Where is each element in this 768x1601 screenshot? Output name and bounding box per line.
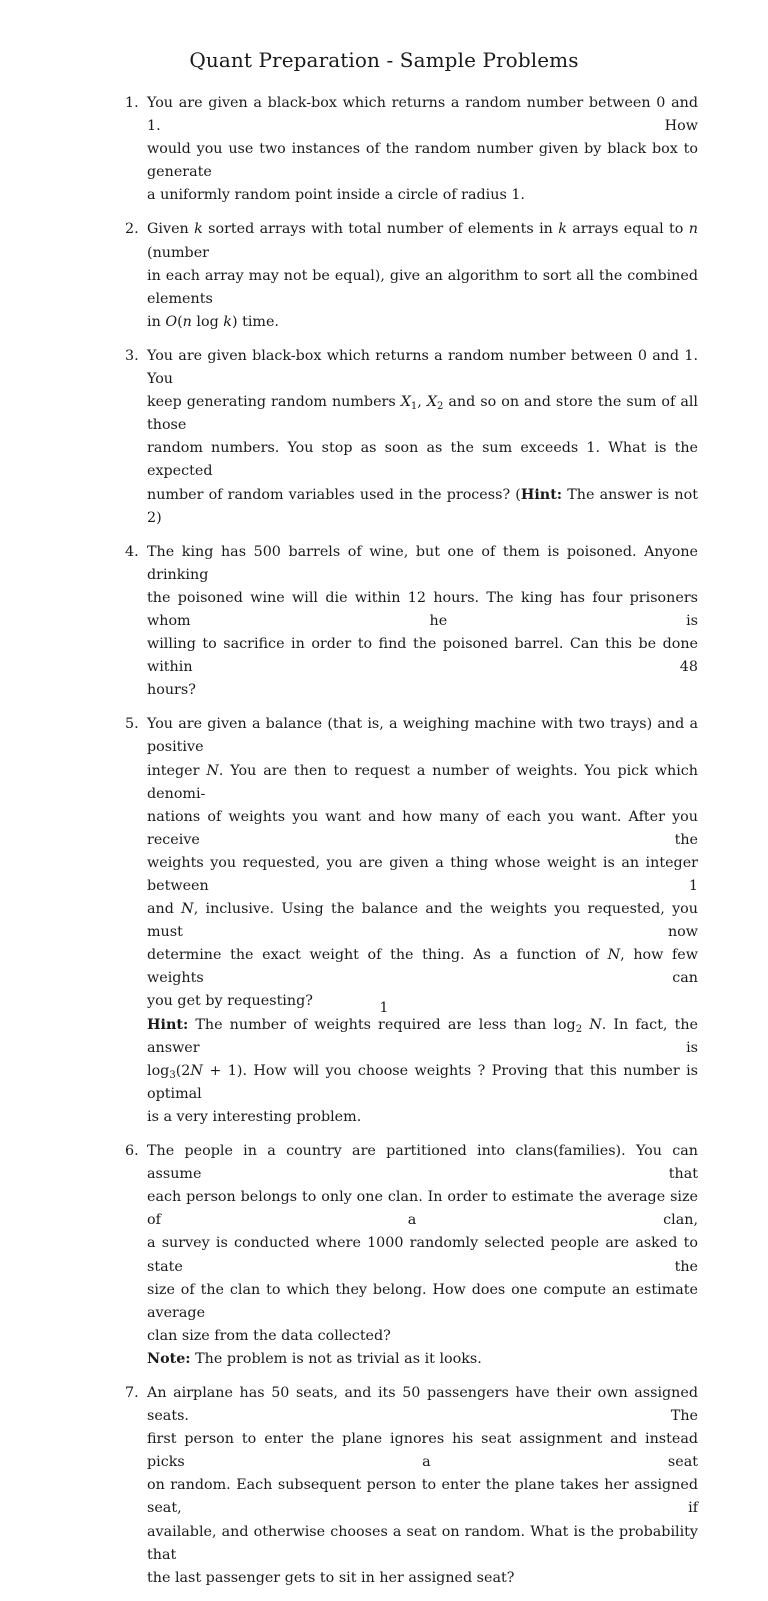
problem-text-line: keep generating random numbers $X_1$, $X_2$ and so on and store the sum of all those (147, 394, 698, 434)
problem-number: 2. (125, 221, 139, 238)
problem-text-line: The king has 500 barrels of wine, but one of them is poisoned. Anyone drinking (147, 543, 698, 583)
problem-text-line: in O(n log k) time. (147, 313, 279, 330)
problem-text-line: size of the clan to which they belong. How does one compute an estimate average (147, 1281, 698, 1321)
problem-text-line: hours? (147, 682, 196, 699)
problem-number: 7. (125, 1384, 139, 1401)
problem-item (118, 1140, 698, 1371)
problem-text-line: determine the exact weight of the thing. As a function of N, how few weights can (147, 947, 698, 987)
page-title: Quant Preparation - Sample Problems (189, 48, 579, 72)
problem-number: 6. (125, 1143, 139, 1160)
problem-item (118, 541, 698, 703)
problem-text-line: first person to enter the plane ignores his seat assignment and instead picks a seat (147, 1431, 698, 1471)
problem-text-line: The people in a country are partitioned into clans(families). You can assume that (147, 1143, 698, 1183)
problem-text-line: is a very interesting problem. (147, 1108, 362, 1125)
problem-text-line: clan size from the data collected? (147, 1327, 391, 1344)
problem-text-line: $\log_3(2N + 1)$. How will you choose weights ? Proving that this number is optimal (147, 1062, 698, 1102)
problem-text-line: a survey is conducted where 1000 randomly selected people are asked to state the (147, 1235, 698, 1275)
problem-text-line: and N, inclusive. Using the balance and the weights you requested, you must now (147, 901, 698, 941)
problem-text-line: You are given a balance (that is, a weighing machine with two trays) and a positive (147, 716, 698, 756)
problem-text-line: You are given a black-box which returns a random number between 0 and 1. How (147, 95, 698, 135)
problem-text-line: random numbers. You stop as soon as the sum exceeds 1. What is the expected (147, 440, 698, 480)
problem-text-line: would you use two instances of the random number given by black box to generate (147, 141, 698, 181)
problem-text-line: Note: The problem is not as trivial as it looks. (147, 1350, 482, 1367)
problem-text-line: Given k sorted arrays with total number of elements in k arrays equal to n (number (147, 221, 698, 261)
problem-text-line: willing to sacrifice in order to find the poisoned barrel. Can this be done within 48 (147, 636, 698, 676)
problem-item (118, 92, 698, 207)
problem-text-line: number of random variables used in the process? (Hint: The answer is not 2) (147, 486, 698, 526)
problem-text-line: Hint: The number of weights required are less than $\log_2 N$. In fact, the answer is (147, 1016, 699, 1056)
problem-text-line: You are given black-box which returns a random number between 0 and 1. You (147, 347, 698, 388)
problem-item (118, 218, 698, 333)
problem-number: 1. (125, 95, 139, 111)
problem-text-line: each person belongs to only one clan. In order to estimate the average size of a clan, (147, 1189, 698, 1229)
problem-text-line: integer N. You are then to request a number of weights. You pick which denomi- (147, 762, 698, 802)
problem-text-line: An airplane has 50 seats, and its 50 passengers have their own assigned seats. The (147, 1384, 698, 1425)
problem-text-line: on random. Each subsequent person to enter the plane takes her assigned seat, if (147, 1477, 698, 1517)
problem-text-line: you get by requesting? (147, 993, 313, 1010)
problem-number: 5. (125, 716, 139, 733)
problem-text-line: weights you requested, you are given a thing whose weight is an integer between 1 (147, 854, 698, 894)
problem-text-line: the last passenger gets to sit in her assigned seat? (147, 1569, 515, 1586)
problem-number: 3. (125, 347, 139, 364)
problem-text-line: in each array may not be equal), give an algorithm to sort all the combined elements (147, 267, 698, 307)
problem-item (118, 1382, 698, 1590)
problem-item (118, 713, 698, 1129)
page-number: 1 (379, 1000, 389, 1016)
problem-item (118, 345, 698, 530)
problem-list (118, 92, 698, 1601)
problem-text-line: a uniformly random point inside a circle of radius 1. (147, 187, 525, 204)
problem-text-line: available, and otherwise chooses a seat on random. What is the probability that (147, 1523, 698, 1563)
problem-text-line: nations of weights you want and how many of each you want. After you receive the (147, 808, 698, 848)
problem-number: 4. (125, 543, 139, 560)
problem-text-line: the poisoned wine will die within 12 hours. The king has four prisoners whom he is (147, 589, 698, 629)
